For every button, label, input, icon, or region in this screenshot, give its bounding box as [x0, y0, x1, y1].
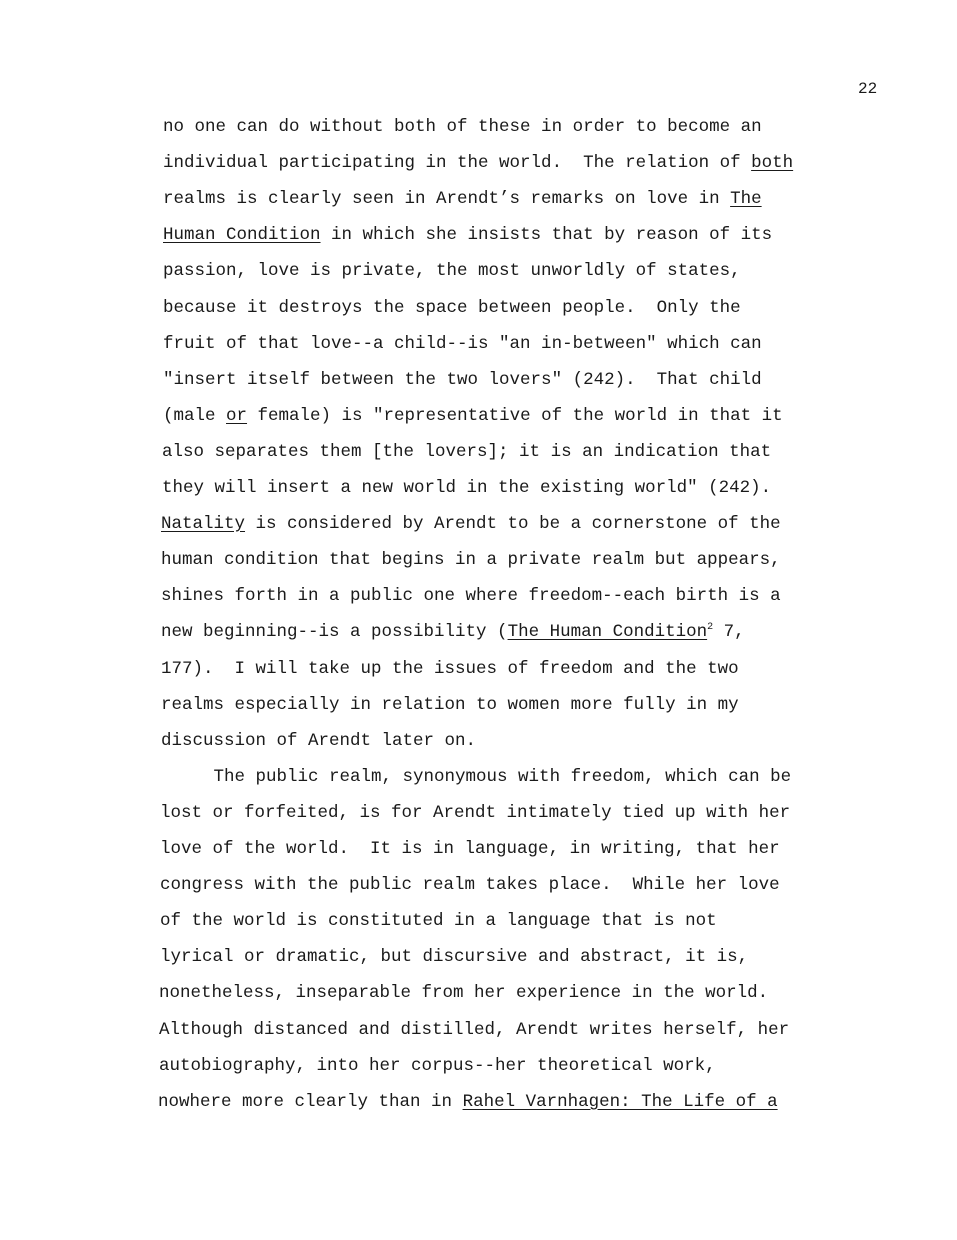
text-segment: lyrical or dramatic, but discursive and abstract, it is,	[160, 947, 749, 967]
text-line	[160, 803, 790, 823]
text-line	[160, 839, 780, 859]
text-segment: passion, love is private, the most unworldly of states,	[163, 261, 741, 281]
text-line	[163, 225, 772, 245]
text-line	[161, 695, 739, 715]
page-number: 22	[858, 80, 878, 98]
text-line	[159, 1056, 716, 1076]
text-line	[161, 622, 745, 642]
text-segment: lost or forfeited, is for Arendt intimately tied up with her	[160, 803, 791, 823]
text-segment: they will insert a new world in the existing world" (242).	[162, 478, 772, 498]
text-line	[161, 550, 781, 570]
text-line	[161, 659, 739, 679]
underlined-title: Human Condition	[163, 225, 321, 245]
text-segment: nonetheless, inseparable from her experience in the world.	[159, 983, 769, 1003]
text-segment: new beginning--is a possibility (	[161, 622, 508, 642]
text-line	[158, 1092, 778, 1112]
footnote-marker: 2	[707, 622, 714, 633]
text-segment: The public realm, synonymous with freedom, which can be	[161, 767, 792, 787]
text-line	[163, 298, 741, 318]
text-segment: human condition that begins in a private realm but appears,	[161, 550, 781, 570]
text-line	[163, 370, 762, 390]
text-line	[163, 334, 762, 354]
text-segment: love of the world. It is in language, in writing, that her	[160, 839, 780, 859]
text-segment: female) is "representative of the world in that it	[247, 406, 783, 426]
text-segment: also separates them [the lovers]; it is an indication that	[162, 442, 772, 462]
text-line	[162, 478, 771, 498]
text-segment: 177). I will take up the issues of freedom and the two	[161, 659, 739, 679]
text-segment: is considered by Arendt to be a cornerstone of the	[245, 514, 781, 534]
text-segment: (male	[163, 406, 227, 426]
underlined-title: Natality	[161, 514, 246, 534]
text-segment: of the world is constituted in a language that is not	[160, 911, 717, 931]
text-segment: autobiography, into her corpus--her theoretical work,	[159, 1056, 716, 1076]
text-segment: nowhere more clearly than in	[158, 1092, 463, 1112]
underlined-title: or	[226, 406, 248, 426]
text-line	[161, 514, 781, 534]
text-line	[159, 983, 768, 1003]
text-line	[160, 911, 717, 931]
text-line	[160, 875, 780, 895]
text-segment: shines forth in a public one where freedom--each birth is a	[161, 586, 781, 606]
underlined-title: both	[751, 153, 794, 173]
text-segment: because it destroys the space between people. Only the	[163, 298, 741, 318]
text-line	[161, 586, 781, 606]
underlined-title: The	[730, 189, 762, 209]
underlined-title: The Human Condition	[507, 622, 708, 642]
underlined-title: Rahel Varnhagen: The Life of a	[462, 1092, 778, 1112]
text-line	[163, 261, 741, 281]
text-segment: congress with the public realm takes place. While her love	[160, 875, 780, 895]
text-line	[161, 731, 476, 751]
text-line	[163, 189, 762, 209]
text-line	[163, 153, 793, 173]
text-line	[163, 406, 783, 426]
text-line	[162, 442, 771, 462]
text-segment: "insert itself between the two lovers" (242). That child	[163, 370, 762, 390]
text-segment: fruit of that love--a child--is "an in-between" which can	[163, 334, 762, 354]
text-line	[163, 117, 762, 137]
text-segment: realms especially in relation to women more fully in my	[161, 695, 739, 715]
text-line	[161, 767, 791, 787]
text-segment: no one can do without both of these in order to become an	[163, 117, 762, 137]
text-segment: discussion of Arendt later on.	[161, 731, 477, 751]
text-line	[159, 1020, 789, 1040]
text-segment: 7,	[713, 622, 745, 642]
text-line	[160, 947, 748, 967]
text-segment: in which she insists that by reason of its	[320, 225, 773, 245]
text-segment: individual participating in the world. The relation of	[163, 153, 752, 173]
text-segment: Although distanced and distilled, Arendt writes herself, her	[159, 1020, 790, 1040]
text-segment: realms is clearly seen in Arendt’s remarks on love in	[163, 189, 731, 209]
